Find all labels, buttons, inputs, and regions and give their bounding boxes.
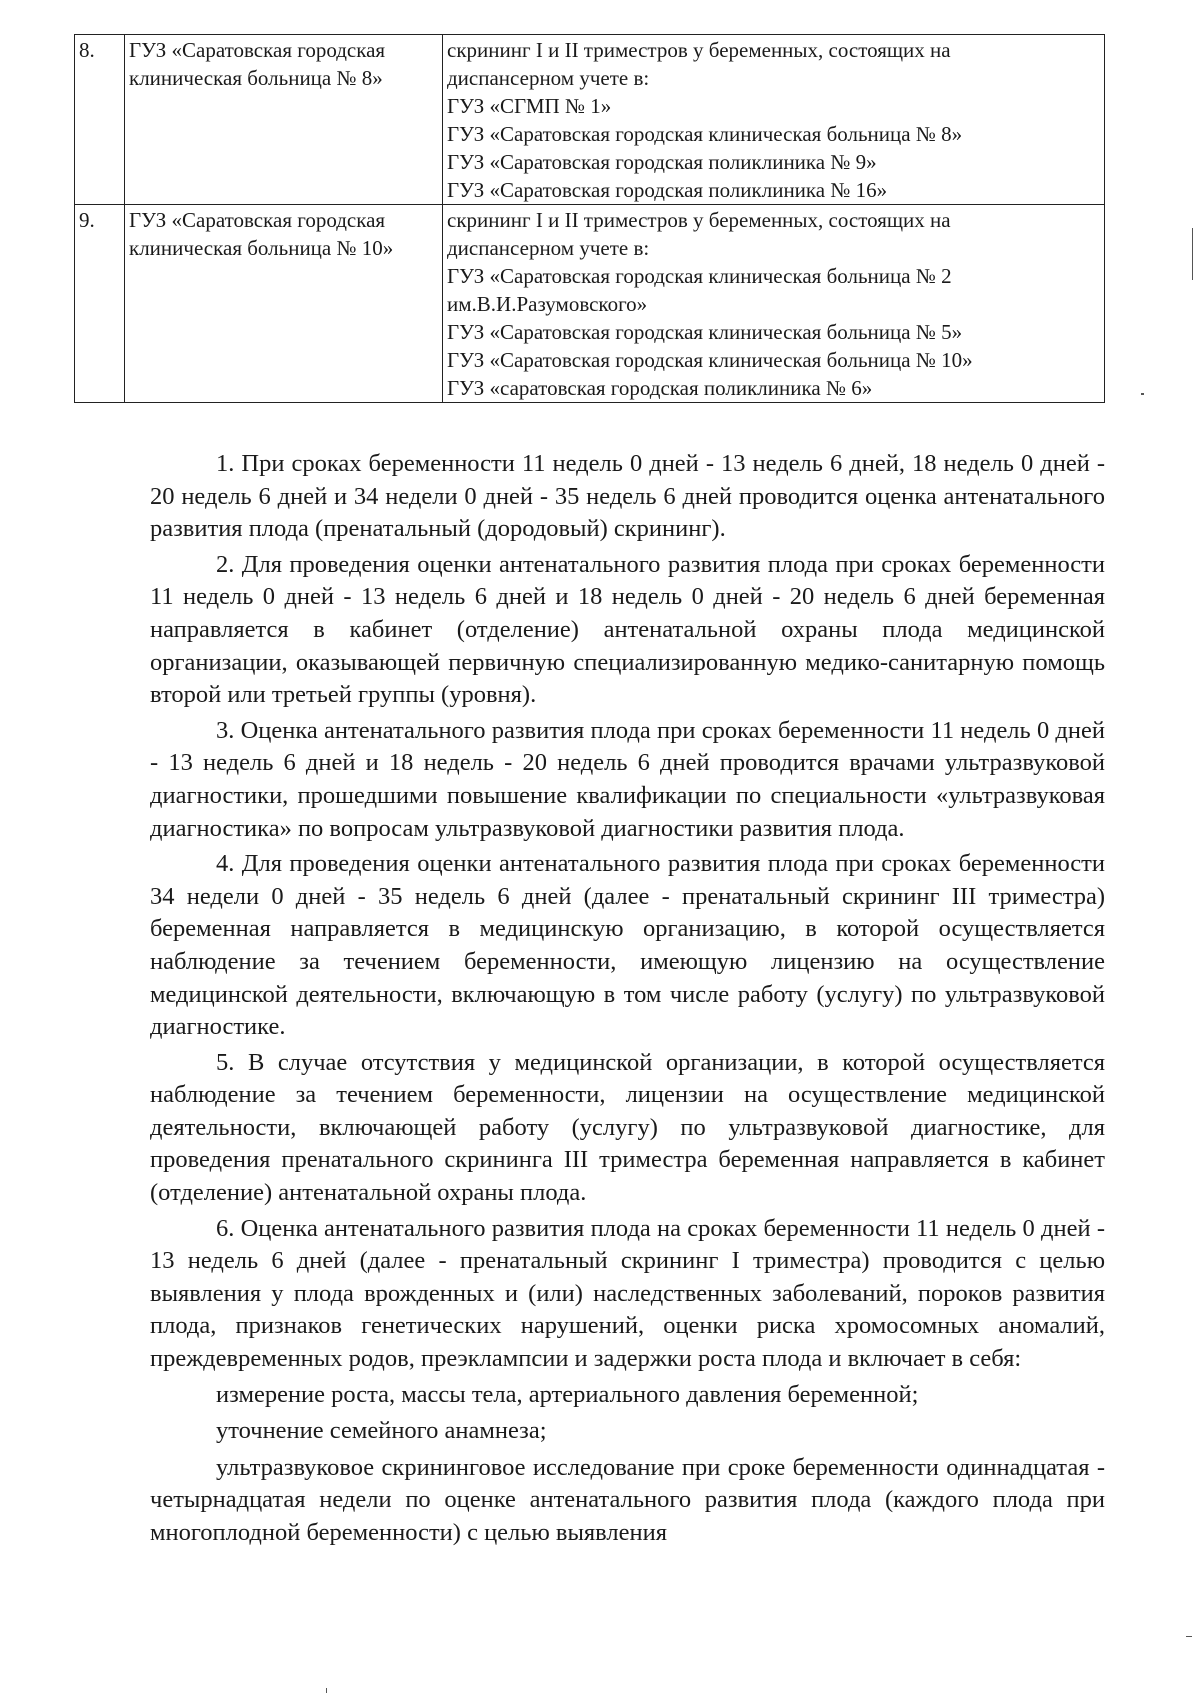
- description-line: ГУЗ «Саратовская городская поликлиника № 16»: [447, 178, 888, 202]
- description-line: диспансерном учете в:: [447, 66, 650, 90]
- facilities-table: [74, 34, 1105, 403]
- description-line: ГУЗ «Саратовская городская клиническая больница № 5»: [447, 320, 963, 344]
- description-line: ГУЗ «Саратовская городская поликлиника № 9»: [447, 150, 877, 174]
- list-item: уточнение семейного анамнеза;: [216, 1417, 547, 1445]
- description-line: им.В.И.Разумовского»: [447, 292, 648, 316]
- organization-name: ГУЗ «Саратовская городская клиническая больница № 10»: [125, 205, 443, 403]
- scan-edge-mark: [1141, 393, 1144, 395]
- description-line: ГУЗ «СГМП № 1»: [447, 94, 612, 118]
- screening-description: [443, 205, 1105, 403]
- scan-edge-mark: [1192, 228, 1193, 280]
- scan-edge-mark: [326, 1688, 327, 1693]
- paragraph-6: 6. Оценка антенатального развития плода на сроках беременности 11 недель 0 дней - 13 недель 6 дней (далее - пренатальный скрининг I триместра) проводится с целью выявления у плода врожденных и (или) наследственных заболеваний, пороков развития плода, признаков генетических нарушений, оценки риска хромосомных аномалий, преждевременных родов, преэклампсии и задержки роста плода и включает в себя:: [150, 1214, 1105, 1373]
- paragraph-5: 5. В случае отсутствия у медицинской организации, в которой осуществляется наблюдение за течением беременности, лицензии на осуществление медицинской деятельности, включающей работу (услугу) по ультразвуковой диагностике, для проведения пренатального скрининга III триместра беременная направляется в кабинет (отделение) антенатальной охраны плода.: [150, 1048, 1105, 1207]
- scan-edge-mark: [1186, 1636, 1192, 1637]
- table-row: [75, 205, 1105, 403]
- description-line: скрининг I и II триместров у беременных, состоящих на: [447, 208, 951, 232]
- description-line: ГУЗ «саратовская городская поликлиника № 6»: [447, 376, 873, 400]
- paragraph-3: 3. Оценка антенатального развития плода при сроках беременности 11 недель 0 дней - 13 недель 6 дней и 18 недель - 20 недель 6 дней проводится врачами ультразвуковой диагностики, прошедшими повышение квалификации по специальности «ультразвуковая диагностика» по вопросам ультразвуковой диагностики развития плода.: [150, 716, 1105, 842]
- organization-name: ГУЗ «Саратовская городская клиническая больница № 8»: [125, 35, 443, 205]
- list-item: измерение роста, массы тела, артериального давления беременной;: [216, 1380, 919, 1408]
- list-item: ультразвуковое скрининговое исследование при сроке беременности одиннадцатая - четырнадцатая недели по оценке антенатального развития плода (каждого плода при многоплодной беременности) с целью выявления: [150, 1453, 1105, 1546]
- description-line: ГУЗ «Саратовская городская клиническая больница № 8»: [447, 122, 963, 146]
- row-number: 8.: [75, 35, 125, 205]
- description-line: ГУЗ «Саратовская городская клиническая больница № 10»: [447, 348, 973, 372]
- screening-description: [443, 35, 1105, 205]
- row-number: 9.: [75, 205, 125, 403]
- table-row: [75, 35, 1105, 205]
- description-line: ГУЗ «Саратовская городская клиническая больница № 2: [447, 264, 952, 288]
- description-line: диспансерном учете в:: [447, 236, 650, 260]
- document-body: [150, 448, 1105, 1554]
- paragraph-4: 4. Для проведения оценки антенатального развития плода при сроках беременности 34 недели 0 дней - 35 недель 6 дней (далее - пренатальный скрининг III триместра) беременная направляется в медицинскую организацию, в которой осуществляется наблюдение за течением беременности, имеющую лицензию на осуществление медицинской деятельности, включающую в том числе работу (услугу) по ультразвуковой диагностике.: [150, 850, 1105, 1041]
- description-line: скрининг I и II триместров у беременных, состоящих на: [447, 38, 951, 62]
- paragraph-1: 1. При сроках беременности 11 недель 0 дней - 13 недель 6 дней, 18 недель 0 дней - 20 недель 6 дней и 34 недели 0 дней - 35 недель 6 дней проводится оценка антенатального развития плода (пренатальный (дородовый) скрининг).: [150, 450, 1105, 543]
- paragraph-2: 2. Для проведения оценки антенатального развития плода при сроках беременности 11 недель 0 дней - 13 недель 6 дней и 18 недель 0 дней - 20 недель 6 дней беременная направляется в кабинет (отделение) антенатальной охраны плода медицинской организации, оказывающей первичную специализированную медико-санитарную помощь второй или третьей группы (уровня).: [150, 550, 1105, 709]
